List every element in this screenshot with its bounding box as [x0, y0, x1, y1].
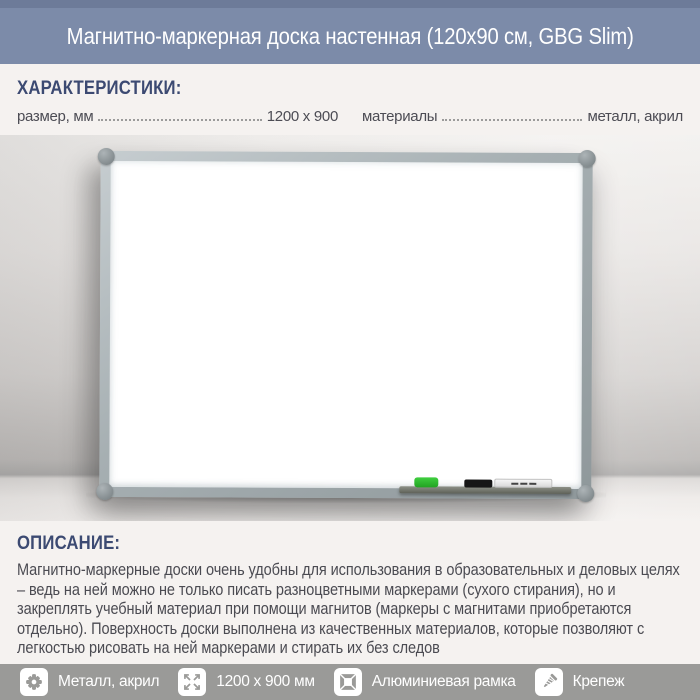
- frame-icon: [334, 668, 362, 696]
- description-section: [0, 521, 700, 664]
- product-photo-area: [0, 135, 700, 521]
- whiteboard-surface: [109, 161, 582, 489]
- dotted-leader: [442, 108, 582, 121]
- footer-bar: [0, 664, 700, 700]
- footer-label: Крепеж: [572, 673, 625, 690]
- spec-label: размер, мм: [17, 108, 94, 125]
- spec-label: материалы: [362, 108, 438, 125]
- expand-arrows-icon: [178, 668, 206, 696]
- footer-label: Алюминиевая рамка: [371, 673, 516, 690]
- marker-tray: [399, 486, 571, 494]
- footer-item-mount: [535, 668, 625, 696]
- description-heading: ОПИСАНИЕ:: [17, 533, 121, 554]
- footer-item-material: [20, 668, 159, 696]
- dotted-leader: [98, 108, 261, 121]
- footer-label: Металл, акрил: [58, 673, 160, 690]
- spec-row-size: [17, 108, 338, 125]
- screw-icon: [535, 668, 563, 696]
- gear-icon: [20, 668, 48, 696]
- footer-label: 1200 x 900 мм: [216, 673, 315, 690]
- spec-value: 1200 x 900: [266, 108, 338, 125]
- top-accent-strip: [0, 0, 700, 8]
- frame-corner-cap: [98, 148, 115, 165]
- footer-item-frame: [334, 668, 516, 696]
- spec-row-materials: [362, 108, 683, 125]
- page-title: Магнитно-маркерная доска настенная (120x90 см, GBG Slim): [66, 22, 634, 49]
- frame-corner-cap: [579, 150, 596, 167]
- description-text: Магнитно-маркерные доски очень удобны для использования в образовательных и деловых целях – ведь на ней можно не только писать разноцветными маркерами (сухого стирания), но и закреплять учебный материал при помощи магнитов (маркеры с магнитами приобретаются отдельно). Поверхность доски выполнена из качественных материалов, которые позволяют с легкостью рисовать на ней маркерами и стирать их без следов: [17, 561, 680, 657]
- green-eraser: [414, 477, 438, 487]
- frame-corner-cap: [96, 483, 113, 500]
- header-bar: [0, 8, 700, 64]
- footer-item-size: [178, 668, 314, 696]
- frame-corner-cap: [577, 485, 594, 502]
- specs-heading: ХАРАКТЕРИСТИКИ:: [17, 78, 182, 99]
- black-marker: [464, 480, 492, 488]
- whiteboard-image: [99, 151, 593, 499]
- specs-rows: [17, 108, 683, 125]
- white-marker: [494, 479, 552, 488]
- specs-section: [0, 64, 700, 135]
- spec-value: металл, акрил: [587, 108, 683, 125]
